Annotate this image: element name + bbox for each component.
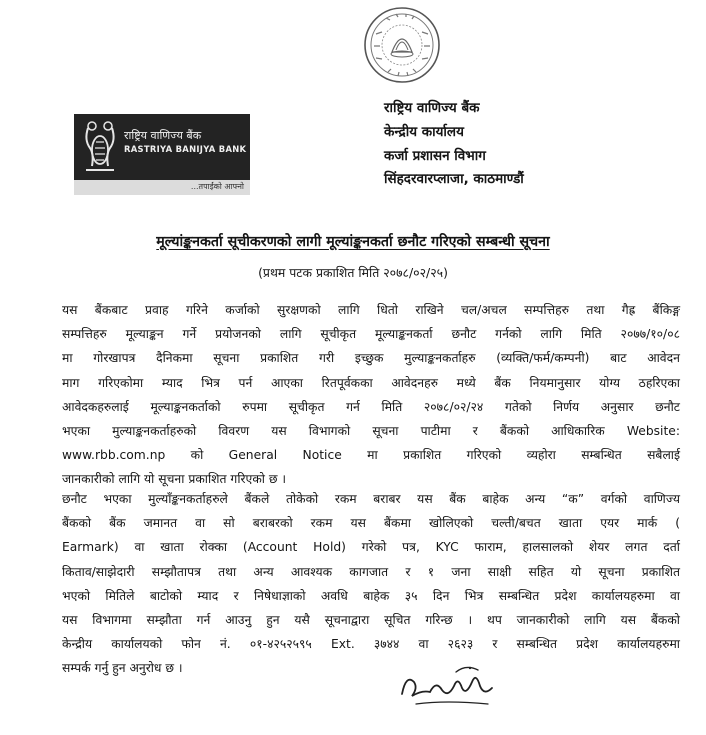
notice-paragraph-1 — [62, 298, 680, 492]
address-location: सिंहदरवारप्लाजा, काठमाण्डौं — [384, 171, 524, 187]
paragraph-line: छनौट भएका मुल्याँङ्कनकर्ताहरुले बैंकले तोकेको रकम बराबर यस बैंक बाहेक अन्य “क” वर्गको वाणिज्य — [62, 492, 680, 506]
paragraph-line: सम्पर्क गर्नु हुन अनुरोध छ । — [62, 661, 183, 676]
paragraph-line: भएको मितिले बाटोको म्याद र निषेधाज्ञाको अवधि बाहेक ३५ दिन भित्र सम्बन्धित प्रदेश कार्यालयहरुमा वा — [62, 588, 680, 603]
publication-date: (प्रथम पटक प्रकाशित मिति २०७८/०२/२५) — [258, 265, 448, 280]
bank-seal-icon — [362, 6, 442, 84]
paragraph-line: यस विभागमा सम्झौता गर्न आउनु हुन यसै सूचनाद्वारा सूचित गरिन्छ । थप जानकारीको लागि यस बैंकको — [62, 612, 680, 627]
paragraph-line: जानकारीको लागि यो सूचना प्रकाशित गरिएको छ । — [62, 472, 287, 487]
notice-paragraph-2 — [62, 487, 680, 681]
bank-emblem-icon — [80, 118, 120, 176]
logo-name-english: RASTRIYA BANIJYA BANK — [124, 144, 247, 154]
bank-logo — [74, 114, 250, 195]
paragraph-line: माग गरिएकोमा म्याद भित्र पर्न आएका रितपूर्वकका आवेदनहरु मध्ये बैंक नियमानुसार योग्य ठहरिएका — [62, 375, 680, 390]
paragraph-line: किताव/साझेदारी सम्झौतापत्र तथा अन्य आवश्यक कागजात र १ जना साक्षी सहित यो सूचना प्रकाशित — [62, 564, 680, 579]
paragraph-line: मा गोरखापत्र दैनिकमा सूचना प्रकाशित गरी इच्छुक मुल्याङ्कनकर्ताहरु (व्यक्ति/फर्म/कम्पनी) बाट आवेदन — [62, 351, 680, 366]
logo-tagline: ...तपाईंको आफ्नो — [190, 182, 244, 191]
logo-tagline-band — [74, 180, 250, 195]
address-department: कर्जा प्रशासन विभाग — [384, 148, 486, 164]
paragraph-line: www.rbb.com.np को General Notice मा प्रकाशित गरिएको व्यहोरा सम्बन्धित सबैलाई — [62, 448, 680, 463]
notice-heading — [0, 232, 706, 251]
paragraph-line: बैंकको बैंक जमानत वा सो बराबरको रकम यस बैंकमा खोलिएको चल्ती/बचत खाता एयर मार्क ( — [62, 516, 680, 531]
paragraph-line: भएका मुल्याङ्कनकर्ताहरुको विवरण यस विभागको सूचना पाटीमा र बैंकको आधिकारिक Website: — [62, 423, 680, 438]
address-office: केन्द्रीय कार्यालय — [384, 124, 464, 140]
paragraph-line: सम्पत्तिहरु मूल्याङ्कन गर्ने प्रयोजनको लागि सूचीकृत मूल्याङ्कनकर्ता छनौट गर्नको लागि मिति २०७७/१०/०८ — [62, 327, 680, 342]
address-bank-name: राष्ट्रिय वाणिज्य बैंक — [384, 100, 480, 116]
paragraph-line: यस बैंकबाट प्रवाह गरिने कर्जाको सुरक्षणको लागि धितो राखिने चल/अचल सम्पत्तिहरु तथा गैह्र बैंकिङ्ग — [62, 303, 680, 317]
handwritten-signature-icon — [396, 660, 506, 710]
logo-name-nepali: राष्ट्रिय वाणिज्य बैंक — [124, 129, 202, 142]
notice-heading-text: मूल्यांङ्कनकर्ता सूचीकरणको लागी मूल्यांङ्कनकर्ता छनौट गरिएको सम्बन्धी सूचना — [156, 234, 550, 250]
paragraph-line: आवेदकहरुलाई मूल्याङ्कनकर्ताको रुपमा सूचीकृत गर्न मिति २०७८/०२/२४ गतेको निर्णय अनुसार छनौट — [62, 399, 680, 414]
paragraph-line: Earmark) वा खाता रोक्का (Account Hold) गरेको पत्र, KYC फाराम, हालसालको शेयर लगत दर्ता — [62, 540, 680, 555]
paragraph-line: केन्द्रीय कार्यालयको फोन नं. ०१-४२५२५९५ Ext. ३७४४ वा २६२३ र सम्बन्धित प्रदेश कार्यालयहरुमा — [62, 637, 680, 652]
